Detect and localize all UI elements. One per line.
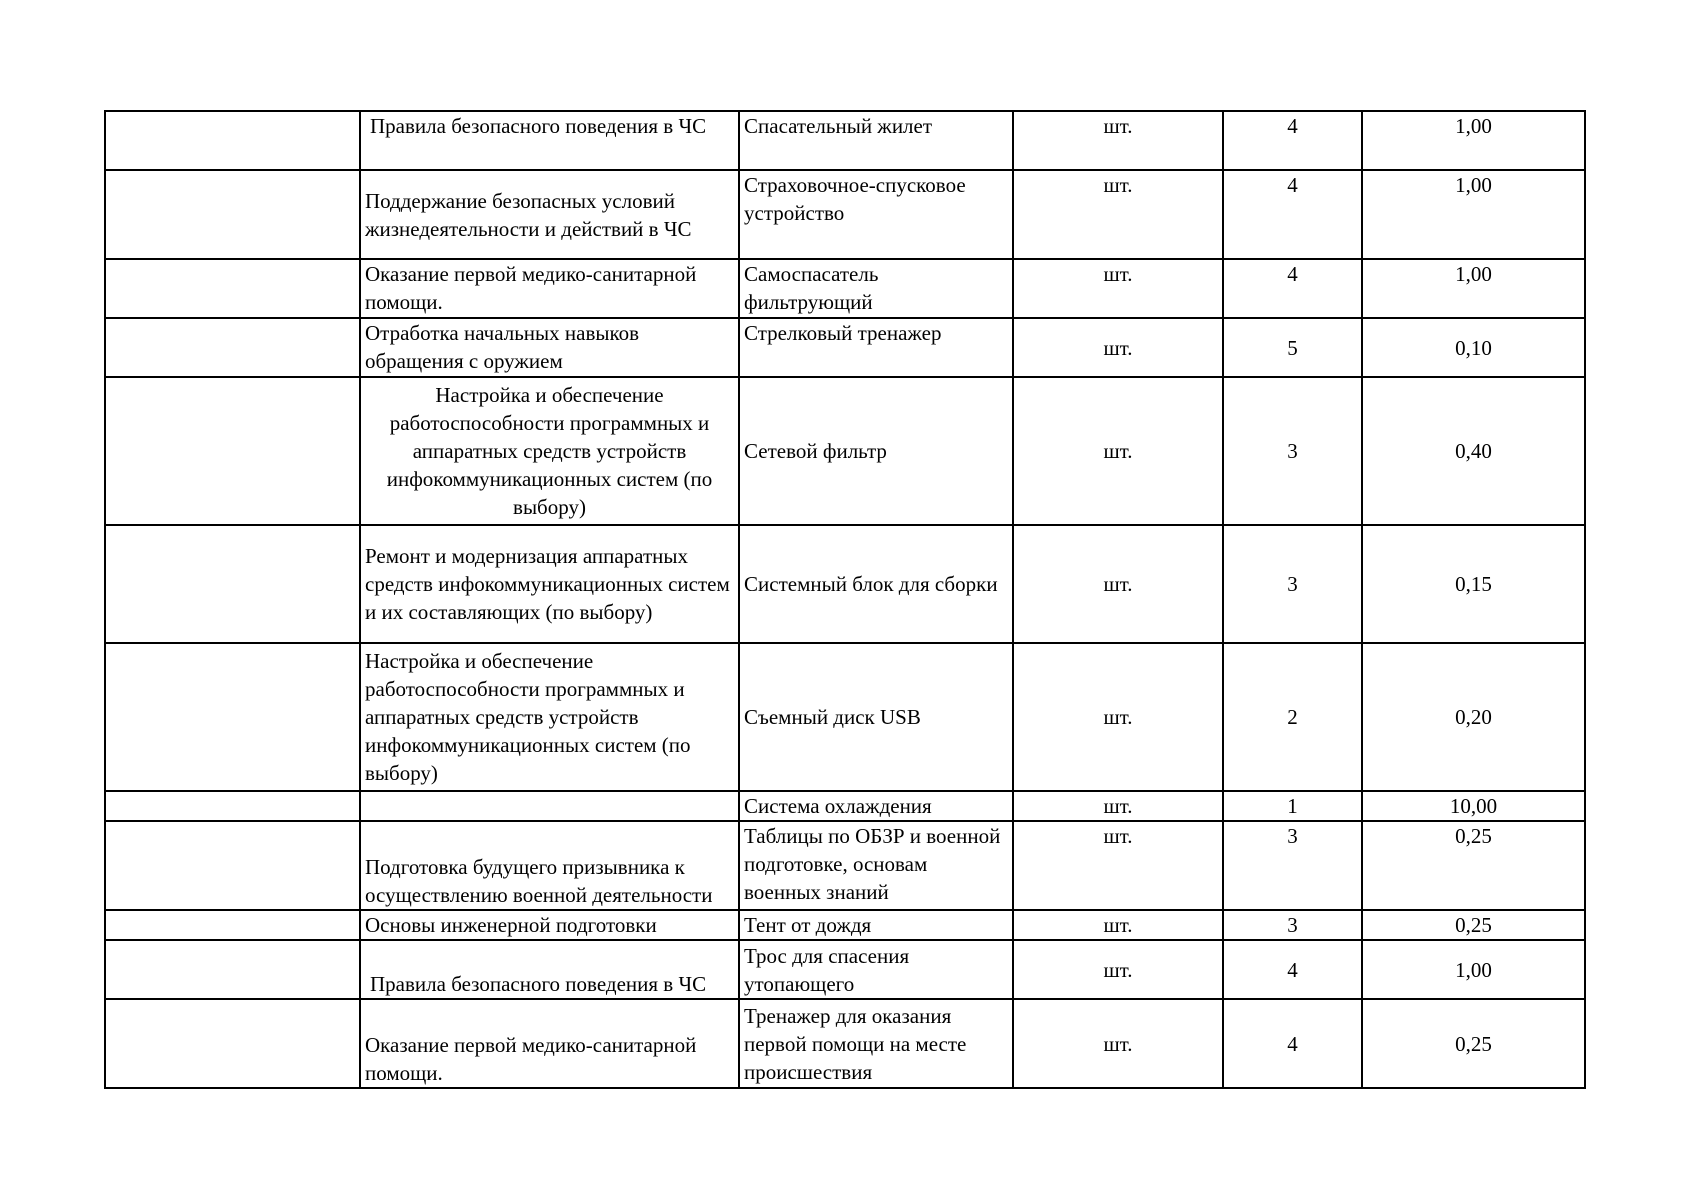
- item-cell: Страховочное-спусковое устройство: [739, 170, 1013, 259]
- equipment-table: [104, 110, 1586, 1089]
- norm-cell: 1,00: [1362, 111, 1585, 170]
- quantity-cell: 3: [1223, 377, 1362, 525]
- table-row: [105, 111, 1585, 170]
- item-cell: Тренажер для оказания первой помощи на месте происшествия: [739, 999, 1013, 1088]
- unit-cell: шт.: [1013, 170, 1223, 259]
- quantity-cell: 5: [1223, 318, 1362, 377]
- table-row: [105, 170, 1585, 259]
- norm-cell: 0,15: [1362, 525, 1585, 643]
- table-row: [105, 643, 1585, 791]
- topic-cell: [360, 791, 739, 821]
- item-cell: Трос для спасения утопающего: [739, 940, 1013, 999]
- unit-cell: шт.: [1013, 791, 1223, 821]
- code-cell: [105, 318, 360, 377]
- topic-cell: Оказание первой медико-санитарной помощи.: [360, 999, 739, 1088]
- unit-cell: шт.: [1013, 643, 1223, 791]
- norm-cell: 0,25: [1362, 821, 1585, 910]
- table-row: [105, 940, 1585, 999]
- unit-cell: шт.: [1013, 940, 1223, 999]
- topic-cell: Основы инженерной подготовки: [360, 910, 739, 940]
- code-cell: [105, 643, 360, 791]
- norm-cell: 1,00: [1362, 170, 1585, 259]
- item-cell: Сетевой фильтр: [739, 377, 1013, 525]
- topic-cell: Ремонт и модернизация аппаратных средств инфокоммуникационных систем и их составляющих (по выбору): [360, 525, 739, 643]
- item-cell: Тент от дождя: [739, 910, 1013, 940]
- table-row: [105, 910, 1585, 940]
- norm-cell: 1,00: [1362, 940, 1585, 999]
- quantity-cell: 3: [1223, 910, 1362, 940]
- unit-cell: шт.: [1013, 259, 1223, 318]
- quantity-cell: 3: [1223, 821, 1362, 910]
- topic-cell: Подготовка будущего призывника к осуществлению военной деятельности: [360, 821, 739, 910]
- topic-cell: Настройка и обеспечение работоспособности программных и аппаратных средств устройств инфокоммуникационных систем (по выбору): [360, 643, 739, 791]
- norm-cell: 0,25: [1362, 999, 1585, 1088]
- topic-cell: Правила безопасного поведения в ЧС: [360, 111, 739, 170]
- table-row: [105, 377, 1585, 525]
- table-row: [105, 791, 1585, 821]
- topic-cell: Оказание первой медико-санитарной помощи.: [360, 259, 739, 318]
- norm-cell: 1,00: [1362, 259, 1585, 318]
- topic-cell: Настройка и обеспечение работоспособности программных и аппаратных средств устройств инфокоммуникационных систем (по выбору): [360, 377, 739, 525]
- code-cell: [105, 910, 360, 940]
- item-cell: Система охлаждения: [739, 791, 1013, 821]
- unit-cell: шт.: [1013, 999, 1223, 1088]
- topic-cell: Отработка начальных навыков обращения с оружием: [360, 318, 739, 377]
- code-cell: [105, 111, 360, 170]
- code-cell: [105, 999, 360, 1088]
- quantity-cell: 4: [1223, 170, 1362, 259]
- table-row: [105, 821, 1585, 910]
- table-row: [105, 999, 1585, 1088]
- item-cell: Самоспасатель фильтрующий: [739, 259, 1013, 318]
- item-cell: Спасательный жилет: [739, 111, 1013, 170]
- norm-cell: 0,10: [1362, 318, 1585, 377]
- topic-cell: Правила безопасного поведения в ЧС: [360, 940, 739, 999]
- code-cell: [105, 791, 360, 821]
- quantity-cell: 4: [1223, 999, 1362, 1088]
- item-cell: Системный блок для сборки: [739, 525, 1013, 643]
- norm-cell: 0,20: [1362, 643, 1585, 791]
- code-cell: [105, 940, 360, 999]
- code-cell: [105, 821, 360, 910]
- unit-cell: шт.: [1013, 910, 1223, 940]
- unit-cell: шт.: [1013, 821, 1223, 910]
- norm-cell: 0,25: [1362, 910, 1585, 940]
- topic-cell: Поддержание безопасных условий жизнедеятельности и действий в ЧС: [360, 170, 739, 259]
- code-cell: [105, 377, 360, 525]
- quantity-cell: 4: [1223, 940, 1362, 999]
- quantity-cell: 4: [1223, 259, 1362, 318]
- table-row: [105, 318, 1585, 377]
- code-cell: [105, 170, 360, 259]
- norm-cell: 10,00: [1362, 791, 1585, 821]
- item-cell: Таблицы по ОБЗР и военной подготовке, основам военных знаний: [739, 821, 1013, 910]
- quantity-cell: 2: [1223, 643, 1362, 791]
- item-cell: Стрелковый тренажер: [739, 318, 1013, 377]
- unit-cell: шт.: [1013, 525, 1223, 643]
- norm-cell: 0,40: [1362, 377, 1585, 525]
- quantity-cell: 4: [1223, 111, 1362, 170]
- quantity-cell: 3: [1223, 525, 1362, 643]
- unit-cell: шт.: [1013, 111, 1223, 170]
- unit-cell: шт.: [1013, 377, 1223, 525]
- code-cell: [105, 525, 360, 643]
- code-cell: [105, 259, 360, 318]
- table-row: [105, 259, 1585, 318]
- unit-cell: шт.: [1013, 318, 1223, 377]
- table-row: [105, 525, 1585, 643]
- item-cell: Съемный диск USB: [739, 643, 1013, 791]
- quantity-cell: 1: [1223, 791, 1362, 821]
